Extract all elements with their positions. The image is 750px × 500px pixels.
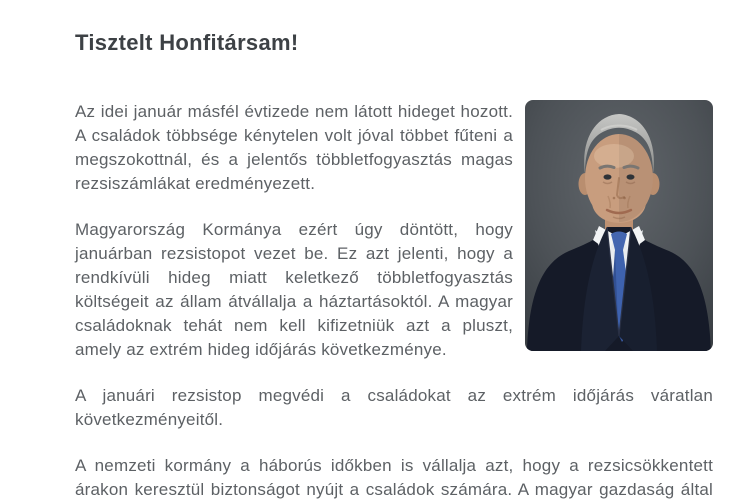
paragraph-1: Az idei január másfél évtizede nem látott hideget hozott. A családok többsége kénytelen volt jóval többet fűteni a megszokottnál, és a jelentős többletfogyasztás magas rezsiszámlákat eredményezett. (75, 102, 513, 193)
paragraph-4: A nemzeti kormány a háborús időkben is vállalja azt, hogy a rezsicsökkentett árakon keresztül biztonságot nyújt a családok számára. A magyar gazdaság által (75, 456, 713, 499)
letter-top-section (75, 100, 713, 384)
paragraph-2: Magyarország Kormánya ezért úgy döntött, hogy januárban rezsistopot vezet be. Ez azt jelenti, hogy a rendkívüli hideg miatt keletkező többletfogyasztás költségeit az állam átvállalja a háztartásoktól. A magyar családoknak tehát nem kell kifizetniük azt a pluszt, amely az extrém hideg időjárás következménye. (75, 220, 513, 359)
page-title: Tisztelt Honfitársam! (75, 30, 299, 55)
portrait-illustration (525, 100, 713, 351)
portrait-photo (525, 100, 713, 351)
paragraph-3: A januári rezsistop megvédi a családokat az extrém időjárás váratlan következményeitől. (75, 386, 713, 429)
letter-text-column (75, 100, 513, 384)
